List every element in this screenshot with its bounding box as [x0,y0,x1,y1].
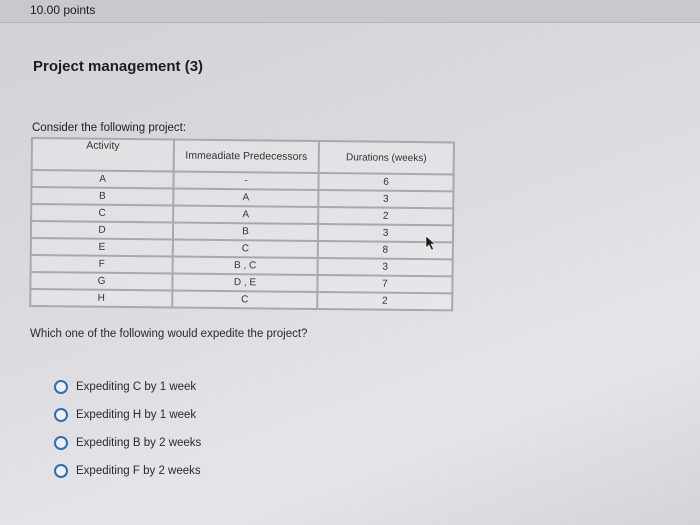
answer-option-label[interactable]: Expediting C by 1 week [76,381,197,393]
radio-button[interactable] [54,436,68,450]
answer-options [54,373,201,485]
cell-predecessors: B , C [173,256,318,275]
cell-duration: 3 [318,258,453,276]
cell-duration: 2 [318,207,453,225]
cell-duration: 7 [317,275,452,293]
cell-activity: E [31,238,173,256]
answer-option[interactable] [54,401,201,429]
points-value: 10.00 points [30,3,96,17]
table-row [30,289,452,310]
table-header-row [32,138,454,174]
project-table [29,137,455,311]
answer-option-label[interactable]: Expediting H by 1 week [76,409,197,421]
radio-button[interactable] [54,464,68,478]
answer-option[interactable] [54,373,201,401]
cell-predecessors: - [173,171,318,190]
cell-predecessors: C [172,290,317,309]
column-header-durations: Durations (weeks) [319,141,454,174]
question-prompt: Which one of the following would expedite the project? [30,328,308,340]
cell-activity: B [31,187,173,205]
answer-option[interactable] [54,429,201,457]
cell-activity: C [31,204,173,222]
question-intro: Consider the following project: [32,122,187,134]
cell-duration: 3 [318,190,453,208]
answer-option-label[interactable]: Expediting F by 2 weeks [76,465,201,477]
cell-activity: G [30,272,172,290]
cell-predecessors: C [173,239,318,258]
mouse-pointer-icon [424,235,438,251]
cell-activity: D [31,221,173,239]
cell-activity: H [30,289,172,307]
divider [0,22,700,23]
column-header-predecessors: Immeadiate Predecessors [174,139,319,173]
radio-button[interactable] [54,380,68,394]
cell-predecessors: A [173,188,318,207]
cell-predecessors: D , E [172,273,317,292]
question-title: Project management (3) [33,58,204,75]
cell-predecessors: B [173,222,318,241]
cell-activity: F [31,255,173,273]
answer-option[interactable] [54,457,201,485]
cell-activity: A [31,170,173,188]
cell-duration: 6 [318,173,453,191]
column-header-activity: Activity [32,138,174,171]
radio-button[interactable] [54,408,68,422]
cell-predecessors: A [173,205,318,224]
cell-duration: 8 [318,241,453,259]
table-body [30,170,453,310]
header-strip [0,0,700,22]
cell-duration: 2 [317,292,452,310]
answer-option-label[interactable]: Expediting B by 2 weeks [76,437,202,449]
cell-duration: 3 [318,224,453,242]
